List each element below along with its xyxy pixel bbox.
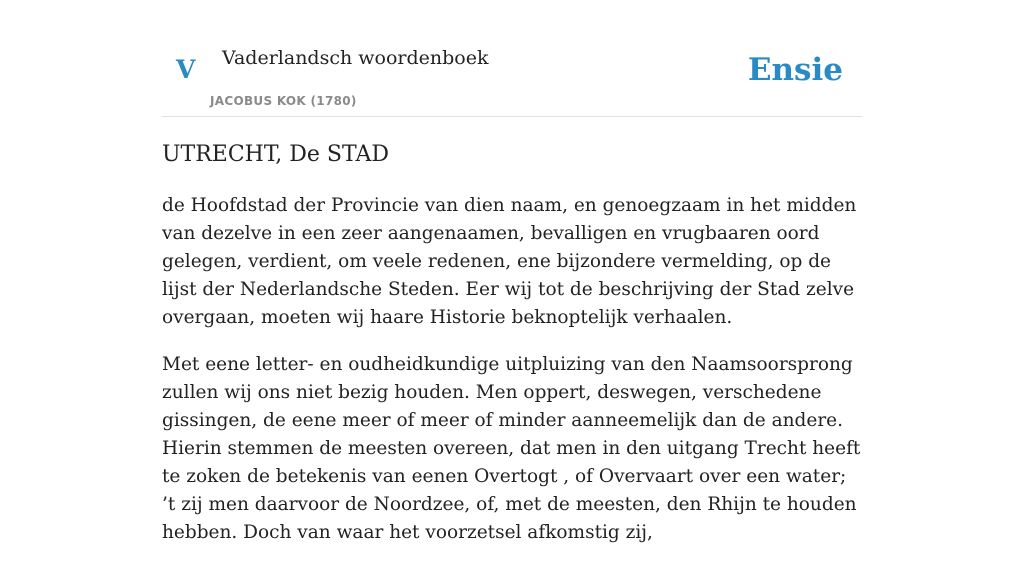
header [162,0,862,117]
entry-body [162,192,862,566]
entry-paragraph: Met eene letter- en oudheidkundige uitpluizing van den Naamsoorsprong zullen wij ons niet bezig houden. Men oppert, deswegen, verschedene gissingen, de eene meer of meer of minder aanneemelijk dan de andere. Hierin stemmen de meesten overeen, dat men in den uitgang Trecht heeft te zoken de betekenis van eenen Overtogt , of Overvaart over een water; ’t zij men daarvoor de Noordzee, of, met de meesten, den Rhijn te houden hebben. Doch van waar het voorzetsel afkomstig zij, [162,354,861,543]
entry-title: UTRECHT, De STAD [162,142,390,167]
book-title-link[interactable]: Vaderlandsch woordenboek [222,47,489,69]
book-letter-icon: V [176,55,196,84]
book-author: JACOBUS KOK (1780) [210,94,357,108]
ensie-logo-link[interactable]: Ensie [747,52,843,88]
entry-paragraph: de Hoofdstad der Provincie van dien naam, en genoegzaam in het midden van dezelve in een zeer aangenaamen, bevalligen en vrugbaaren oord gelegen, verdient, om veele redenen, ene bijzondere vermelding, op de lijst der Nederlandsche Steden. Eer wij tot de beschrijving der Stad zelve overgaan, moeten wij haare Historie beknoptelijk verhaalen. [162,195,857,328]
